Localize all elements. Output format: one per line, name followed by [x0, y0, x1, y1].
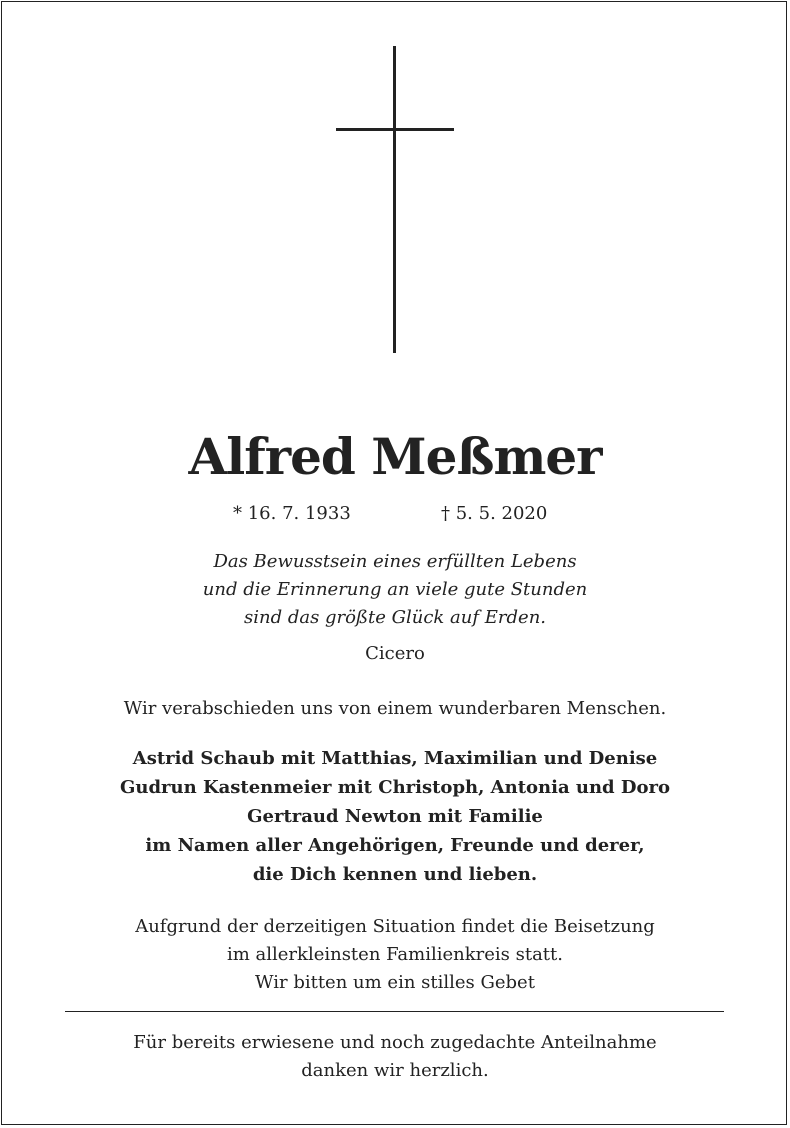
- thanks-text: [40, 1029, 750, 1085]
- notice-line: Aufgrund der derzeitigen Situation findet die Beisetzung: [135, 916, 655, 937]
- mourner-line: Gudrun Kastenmeier mit Christoph, Antonia und Doro: [119, 777, 671, 798]
- notice-line: Wir bitten um ein stilles Gebet: [255, 972, 535, 993]
- mourner-line: die Dich kennen und lieben.: [252, 864, 538, 885]
- quote-author: Cicero: [365, 643, 425, 664]
- mourner-line: Gertraud Newton mit Familie: [247, 806, 543, 827]
- cross-horizontal-bar: [336, 128, 454, 131]
- birth-date: * 16. 7. 1933: [233, 503, 351, 524]
- thanks-line: danken wir herzlich.: [301, 1060, 489, 1081]
- memorial-quote: [40, 548, 750, 632]
- notice-line: im allerkleinsten Familienkreis statt.: [226, 944, 563, 965]
- mourner-line: im Namen aller Angehörigen, Freunde und derer,: [145, 835, 645, 856]
- mourner-line: Astrid Schaub mit Matthias, Maximilian und Denise: [132, 748, 658, 769]
- farewell-text: Wir verabschieden uns von einem wunderbaren Menschen.: [123, 698, 667, 719]
- death-date: † 5. 5. 2020: [441, 503, 548, 524]
- deceased-name: Alfred Meßmer: [188, 427, 602, 486]
- quote-line: Das Bewusstsein eines erfüllten Lebens: [213, 551, 577, 572]
- cross-vertical-bar: [393, 46, 396, 353]
- thanks-line: Für bereits erwiesene und noch zugedachte Anteilnahme: [133, 1032, 657, 1053]
- funeral-notice: [40, 913, 750, 997]
- quote-line: und die Erinnerung an viele gute Stunden: [202, 579, 588, 600]
- life-dates: [0, 500, 790, 528]
- divider-line: [65, 1011, 724, 1012]
- quote-line: sind das größte Glück auf Erden.: [243, 607, 547, 628]
- mourners-list: [40, 744, 750, 889]
